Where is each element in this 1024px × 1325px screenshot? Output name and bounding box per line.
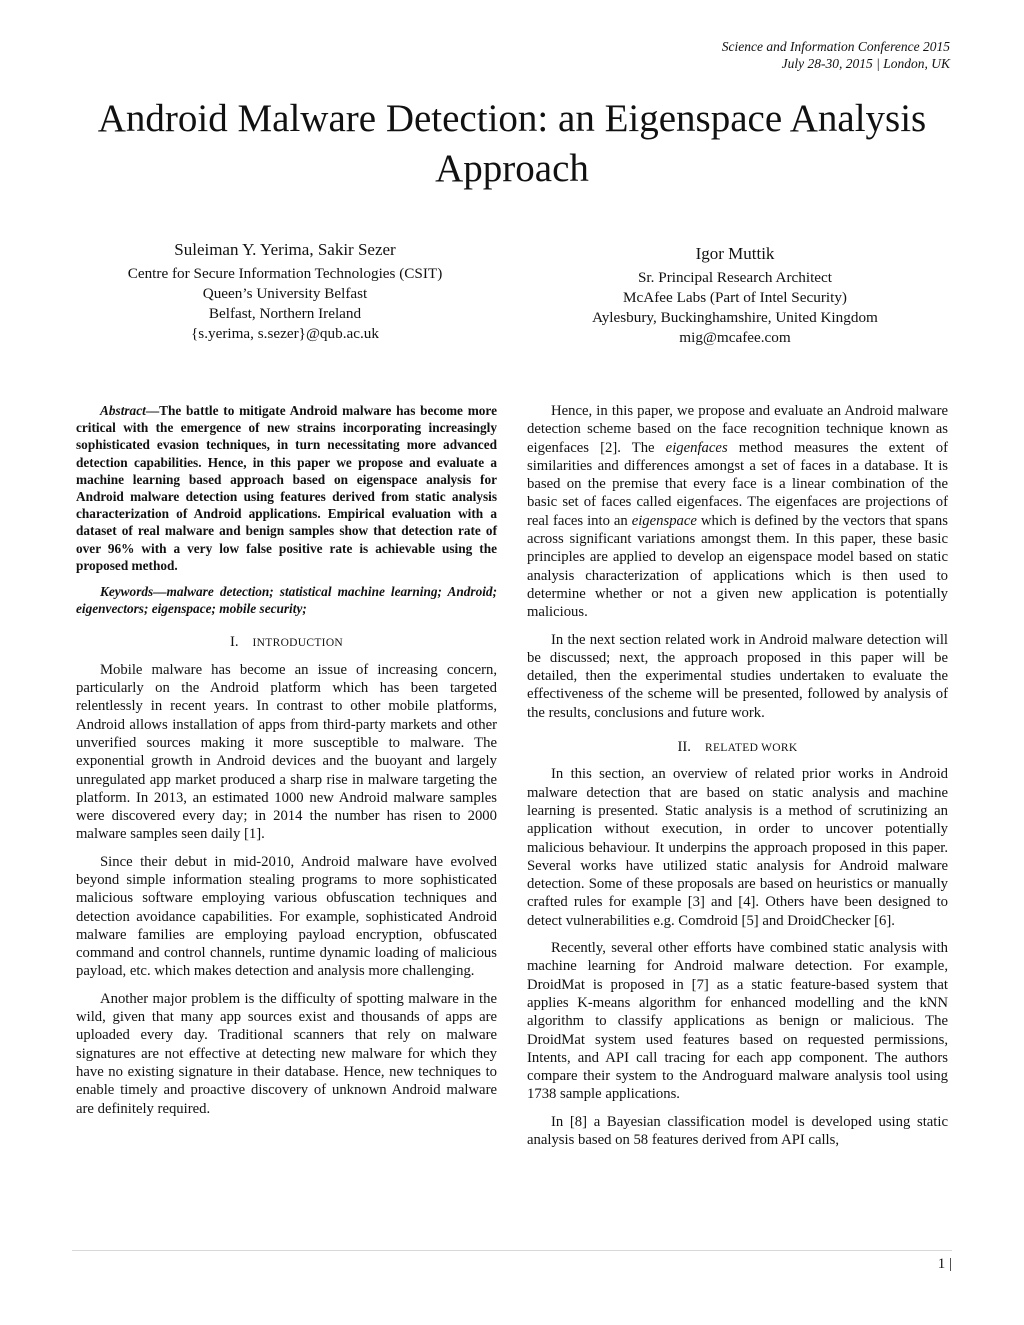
conference-header — [722, 38, 950, 72]
paper-title — [0, 94, 1024, 194]
section-title: INTRODUCTION — [252, 637, 344, 650]
author-email: mig@mcafee.com — [679, 329, 791, 346]
abstract-text: —The battle to mitigate Android malware has become more critical with the emergence of new strains incorporating increasingly sophisticated evasion techniques, in turn necessitating more advanced detection capabilities. Hence, in this paper we propose and evaluate a machine learning based approach based on eigenspace analysis for Android malware detection using features derived from static analysis characterization of Android applications. Empirical evaluation with a dataset of real malware and benign samples show that detection rate of over 96% with a very low false positive rate is achievable using the proposed method. — [76, 403, 497, 573]
author-location: Aylesbury, Buckinghamshire, United Kingdom — [592, 309, 878, 326]
left-column — [76, 402, 497, 1127]
paragraph: Mobile malware has become an issue of increasing concern, particularly on the Android platform which has been targeted relentlessly in recent years. In contrast to other mobile platforms, Android allows installation of apps from third-party markets and other unverified sources making it more susceptible to malware. The exponential growth in Android devices and the buoyant and largely unregulated app market produced a sharp rise in malware targeting the platform. In 2013, an estimated 1000 new Android malware samples were discovered every day; in 2014 the number has risen to 2000 malware samples seen daily [1]. — [76, 661, 497, 843]
section-heading-introduction — [76, 633, 497, 652]
emphasis-eigenfaces: eigenfaces — [665, 439, 728, 456]
emphasis-eigenspace: eigenspace — [631, 512, 697, 529]
author-affiliation: McAfee Labs (Part of Intel Security) — [623, 289, 847, 306]
paragraph: Since their debut in mid-2010, Android malware have evolved beyond simple information stealing programs to more sophisticated malicious software employing various obfuscation techniques and detection avoidance capabilities. For example, sophisticated Android malware families are employing payload encryption, obfuscated command and control channels, runtime dynamic loading of malicious payload, etc. which makes detection and analysis more challenging. — [76, 853, 497, 980]
title-line-1: Android Malware Detection: an Eigenspace Analysis — [97, 97, 927, 140]
author-title: Sr. Principal Research Architect — [637, 269, 832, 286]
abstract — [76, 402, 497, 574]
author-block-left — [70, 238, 500, 344]
paragraph: Hence, in this paper, we propose and evaluate an Android malware detection scheme based on the face recognition technique known as eigenfaces [2]. The eigenfaces method measures the extent of similarities and differences amongst a set of faces in a database. It is based on the premise that every face is a linear combination of the basic set of faces called eigenfaces. The eigenfaces are projections of real faces into an eigenspace which is defined by the vectors that spans across significant variations amongst them. In this paper, these basic principles are applied to develop an eigenspace model based on static analysis characterization of applications which is then used to determine whether or not a given new application is potentially malicious. — [527, 403, 948, 621]
author-location: Belfast, Northern Ireland — [208, 305, 362, 322]
author-university: Queen’s University Belfast — [202, 285, 368, 302]
page-number: 1 | — [937, 1256, 952, 1272]
keywords: Keywords—malware detection; statistical machine learning; Android; eigenvectors; eigenspace; mobile security; — [76, 584, 497, 617]
section-number: I. — [229, 634, 239, 651]
paragraph: Recently, several other efforts have combined static analysis with machine learning for Android malware detection. For example, DroidMat is proposed in [7] as a static feature-based system that applies K-means algorithm for enhanced modelling and the kNN algorithm to classify applications as benign or malicious. The DroidMat system used features based on requested permissions, Intents, and API call tracing for each app component. The authors compare their system to the Androguard malware analysis tool using 1738 sample applications. — [527, 940, 948, 1103]
author-block-right — [520, 242, 950, 348]
title-line-2: Approach — [435, 147, 589, 190]
section-number: II. — [677, 739, 691, 756]
paragraph: In the next section related work in Android malware detection will be discussed; next, the approach proposed in this paper will be detailed, then the experimental studies undertaken to evaluate the effectiveness of the scheme will be presented, followed by analysis of the results, conclusions and future work. — [527, 631, 948, 721]
paragraph: In [8] a Bayesian classification model is developed using static analysis based on 58 features derived from API calls, — [527, 1113, 948, 1148]
section-title: RELATED WORK — [704, 742, 798, 755]
paragraph: Another major problem is the difficulty of spotting malware in the wild, given that many app sources exist and thousands of apps are uploaded every day. Traditional scanners that rely on malware signatures are not effective at detecting new malware for which they have no existing signature in their database. Hence, new techniques to enable timely and proactive discovery of unknown Android malware are definitely required. — [76, 990, 497, 1117]
abstract-label: Abstract — [100, 403, 146, 418]
author-names: Igor Muttik — [695, 244, 775, 263]
section-heading-related-work — [527, 738, 948, 757]
paragraph: In this section, an overview of related prior works in Android malware detection that are based on static analysis and machine learning is presented. Static analysis is a method of scrutinizing an application without execution, in order to uncover potentially malicious behaviour. It underpins the approach proposed in this paper. Several works have utilized static analysis for Android malware detection. Some of these proposals are based on heuristics or manually crafted rules for example [3] and [4]. Others have been designed to detect vulnerabilities e.g. Comdroid [5] and DroidChecker [6]. — [527, 766, 948, 929]
conference-date-location: July 28-30, 2015 | London, UK — [781, 56, 950, 71]
author-affiliation: Centre for Secure Information Technologies (CSIT) — [127, 265, 443, 282]
right-column — [527, 402, 948, 1158]
author-email: {s.yerima, s.sezer}@qub.ac.uk — [191, 325, 379, 342]
author-names: Suleiman Y. Yerima, Sakir Sezer — [174, 240, 396, 259]
footer-divider — [72, 1250, 952, 1251]
conference-name: Science and Information Conference 2015 — [721, 39, 950, 54]
